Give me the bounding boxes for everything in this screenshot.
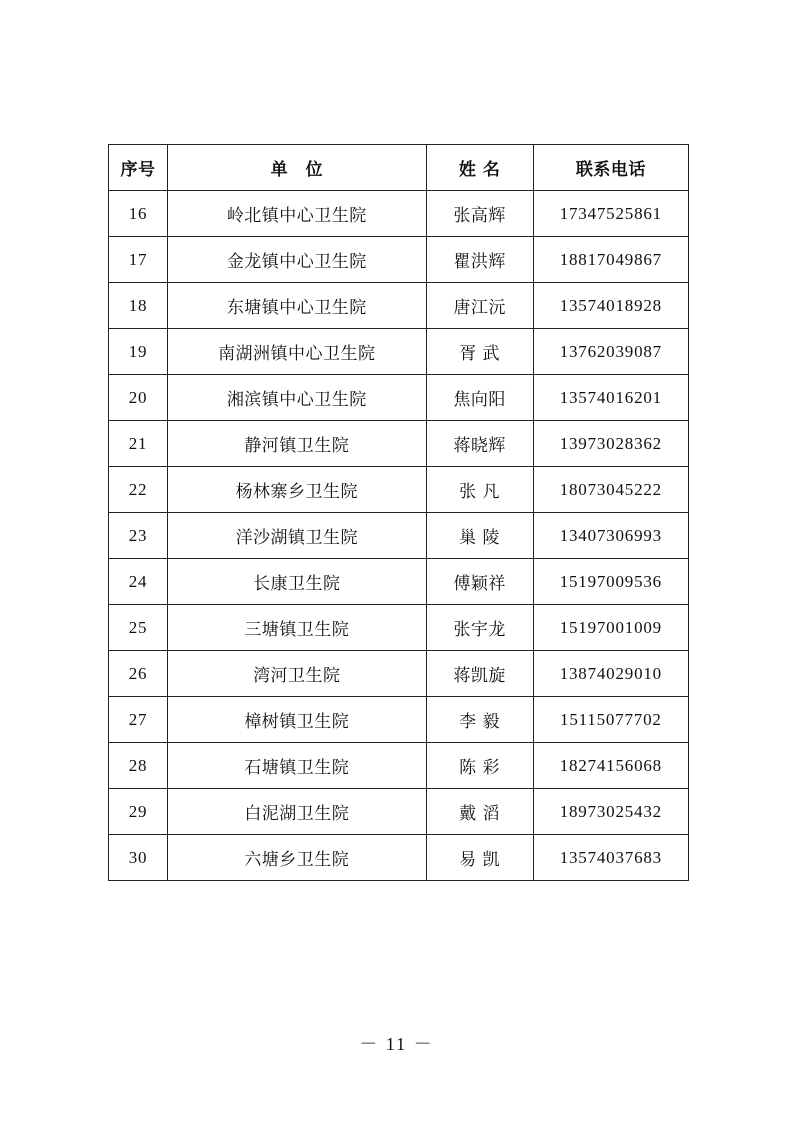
contact-table xyxy=(108,144,689,881)
cell-index: 30 xyxy=(109,835,168,881)
cell-index: 21 xyxy=(109,421,168,467)
cell-phone: 15115077702 xyxy=(533,697,688,743)
cell-index: 18 xyxy=(109,283,168,329)
table-row xyxy=(109,283,689,329)
cell-name: 焦向阳 xyxy=(426,375,533,421)
cell-unit: 六塘乡卫生院 xyxy=(168,835,426,881)
cell-name: 巢 陵 xyxy=(426,513,533,559)
cell-name: 瞿洪辉 xyxy=(426,237,533,283)
cell-phone: 18817049867 xyxy=(533,237,688,283)
cell-unit: 白泥湖卫生院 xyxy=(168,789,426,835)
cell-phone: 13574037683 xyxy=(533,835,688,881)
cell-name: 唐江沅 xyxy=(426,283,533,329)
table-row xyxy=(109,375,689,421)
cell-phone: 17347525861 xyxy=(533,191,688,237)
table-row xyxy=(109,651,689,697)
cell-phone: 13407306993 xyxy=(533,513,688,559)
cell-phone: 15197001009 xyxy=(533,605,688,651)
table-row xyxy=(109,743,689,789)
cell-index: 26 xyxy=(109,651,168,697)
cell-name: 张 凡 xyxy=(426,467,533,513)
cell-index: 25 xyxy=(109,605,168,651)
cell-index: 23 xyxy=(109,513,168,559)
cell-phone: 15197009536 xyxy=(533,559,688,605)
table-row xyxy=(109,191,689,237)
table-header-row xyxy=(109,145,689,191)
cell-name: 傅颖祥 xyxy=(426,559,533,605)
cell-name: 蒋晓辉 xyxy=(426,421,533,467)
table-row xyxy=(109,697,689,743)
cell-unit: 金龙镇中心卫生院 xyxy=(168,237,426,283)
table-row xyxy=(109,237,689,283)
cell-name: 李 毅 xyxy=(426,697,533,743)
cell-phone: 13973028362 xyxy=(533,421,688,467)
cell-index: 27 xyxy=(109,697,168,743)
cell-phone: 18973025432 xyxy=(533,789,688,835)
cell-unit: 静河镇卫生院 xyxy=(168,421,426,467)
cell-unit: 樟树镇卫生院 xyxy=(168,697,426,743)
cell-phone: 18274156068 xyxy=(533,743,688,789)
cell-phone: 13574016201 xyxy=(533,375,688,421)
cell-name: 易 凯 xyxy=(426,835,533,881)
cell-index: 29 xyxy=(109,789,168,835)
cell-name: 张高辉 xyxy=(426,191,533,237)
cell-unit: 长康卫生院 xyxy=(168,559,426,605)
header-name: 姓 名 xyxy=(426,145,533,191)
cell-phone: 13874029010 xyxy=(533,651,688,697)
cell-phone: 18073045222 xyxy=(533,467,688,513)
cell-index: 20 xyxy=(109,375,168,421)
cell-name: 张宇龙 xyxy=(426,605,533,651)
cell-name: 蒋凯旋 xyxy=(426,651,533,697)
cell-index: 17 xyxy=(109,237,168,283)
cell-unit: 湾河卫生院 xyxy=(168,651,426,697)
header-phone: 联系电话 xyxy=(533,145,688,191)
table-row xyxy=(109,513,689,559)
cell-unit: 湘滨镇中心卫生院 xyxy=(168,375,426,421)
header-unit: 单 位 xyxy=(168,145,426,191)
cell-name: 陈 彩 xyxy=(426,743,533,789)
table-row xyxy=(109,421,689,467)
table-row xyxy=(109,789,689,835)
cell-unit: 杨林寨乡卫生院 xyxy=(168,467,426,513)
cell-unit: 岭北镇中心卫生院 xyxy=(168,191,426,237)
page-number: － 11 － xyxy=(359,1034,434,1054)
table-row xyxy=(109,467,689,513)
cell-name: 戴 滔 xyxy=(426,789,533,835)
table-row xyxy=(109,835,689,881)
table-row xyxy=(109,329,689,375)
table-row xyxy=(109,559,689,605)
cell-unit: 石塘镇卫生院 xyxy=(168,743,426,789)
cell-unit: 洋沙湖镇卫生院 xyxy=(168,513,426,559)
table-body xyxy=(109,191,689,881)
cell-index: 19 xyxy=(109,329,168,375)
cell-index: 28 xyxy=(109,743,168,789)
cell-unit: 东塘镇中心卫生院 xyxy=(168,283,426,329)
cell-phone: 13762039087 xyxy=(533,329,688,375)
cell-index: 16 xyxy=(109,191,168,237)
cell-unit: 南湖洲镇中心卫生院 xyxy=(168,329,426,375)
table-row xyxy=(109,605,689,651)
header-index: 序号 xyxy=(109,145,168,191)
cell-phone: 13574018928 xyxy=(533,283,688,329)
cell-unit: 三塘镇卫生院 xyxy=(168,605,426,651)
cell-index: 22 xyxy=(109,467,168,513)
cell-name: 胥 武 xyxy=(426,329,533,375)
cell-index: 24 xyxy=(109,559,168,605)
